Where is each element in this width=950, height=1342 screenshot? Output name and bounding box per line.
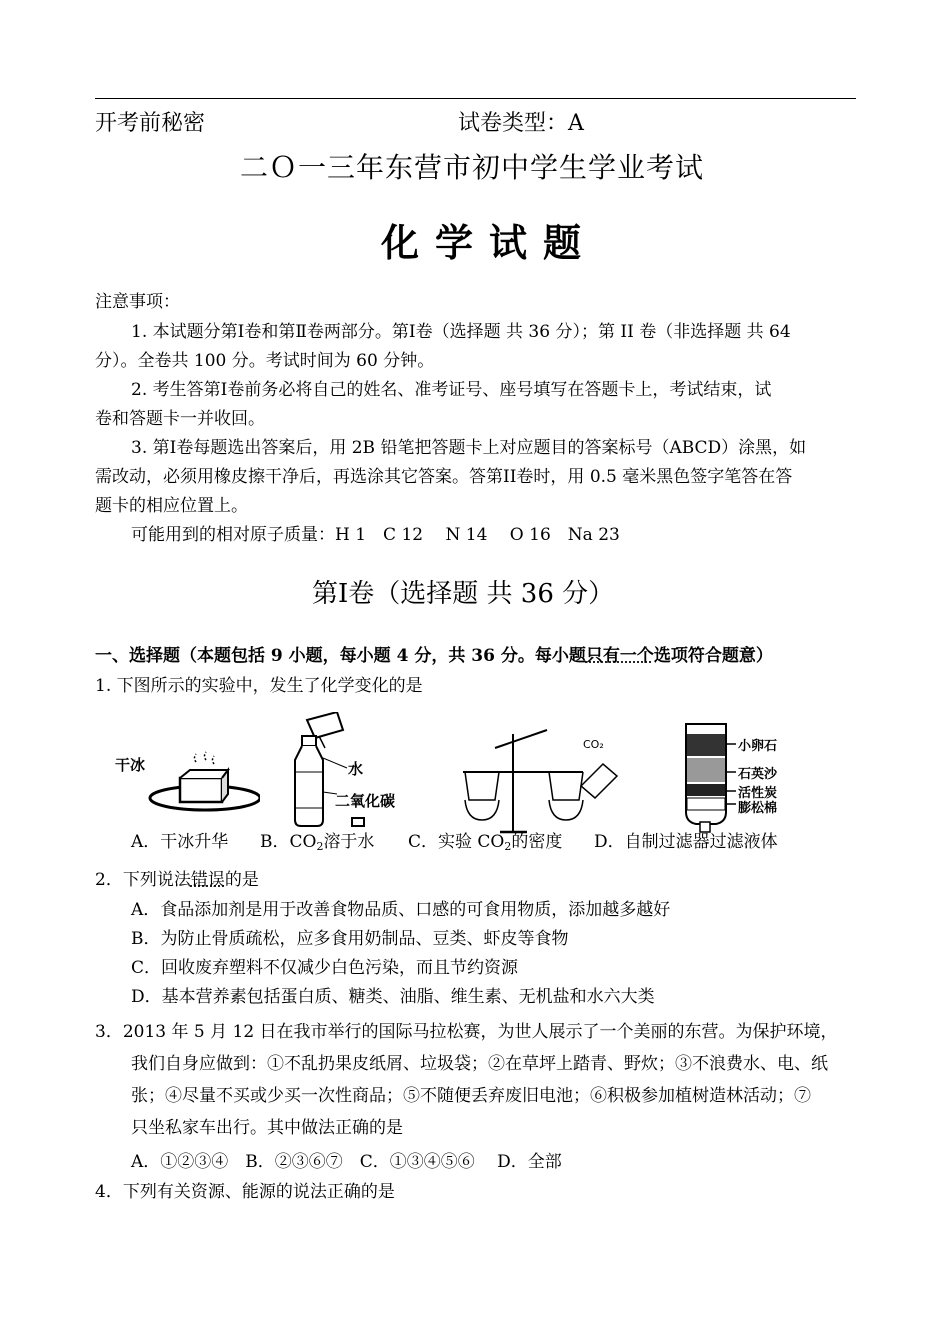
exam-title: 二Ｏ一三年东营市初中学生学业考试 bbox=[240, 151, 705, 184]
note-1a: 1. 本试题分第Ⅰ卷和第Ⅱ卷两部分。第I卷（选择题 共 36 分）；第 II 卷（非选择题 共 64 bbox=[131, 322, 791, 342]
header-rule bbox=[95, 98, 856, 99]
q1-option-c-sub: 2 bbox=[504, 840, 512, 853]
secret-label: 开考前秘密 bbox=[95, 111, 206, 136]
q2-stem-post: 的是 bbox=[224, 870, 259, 890]
figure-balance bbox=[455, 728, 625, 836]
note-3c: 题卡的相应位置上。 bbox=[95, 496, 248, 516]
paper-type-label: 试卷类型：A bbox=[458, 111, 584, 136]
q3-line-4: 只坐私家车出行。其中做法正确的是 bbox=[131, 1118, 403, 1138]
q3-line-2: 我们自身应做到：①不乱扔果皮纸屑、垃圾袋；②在草坪上踏青、野炊；③不浪费水、电、纸 bbox=[131, 1054, 828, 1074]
figure-filter bbox=[672, 718, 812, 838]
note-1b: 分）。全卷共 100 分。考试时间为 60 分钟。 bbox=[95, 351, 435, 371]
label-cotton: 膨松棉 bbox=[738, 801, 778, 816]
q1-option-a[interactable]: A．干冰升华 bbox=[131, 832, 229, 852]
q2-option-a[interactable]: A．食品添加剂是用于改善食物品质、口感的可食用物质，添加越多越好 bbox=[131, 900, 671, 920]
label-quartz-sand: 石英沙 bbox=[738, 767, 778, 782]
note-3b: 需改动，必须用橡皮擦干净后，再选涂其它答案。答第II卷时，用 0.5 毫米黑色签字笔答在答 bbox=[95, 467, 793, 487]
q3-options[interactable]: A．①②③④ B．②③⑥⑦ C．①③④⑤⑥ D．全部 bbox=[131, 1152, 562, 1172]
notes-heading: 注意事项： bbox=[95, 292, 180, 312]
section-title: 第I卷（选择题 共 36 分） bbox=[312, 579, 615, 609]
q3-line-3: 张；④尽量不买或少买一次性商品；⑤不随便丢弃废旧电池；⑥积极参加植树造林活动；⑦ bbox=[131, 1086, 811, 1106]
q1-stem: 1. 下图所示的实验中，发生了化学变化的是 bbox=[95, 676, 423, 696]
q1-option-c[interactable] bbox=[408, 828, 562, 861]
q1-option-c-post: 的密度 bbox=[511, 832, 563, 852]
figure-bottle bbox=[285, 712, 405, 832]
note-2a: 2. 考生答第Ⅰ卷前务必将自己的姓名、准考证号、座号填写在答题卡上，考试结束，试 bbox=[131, 380, 772, 400]
q3-line-1: 3．2013 年 5 月 12 日在我市举行的国际马拉松赛，为世人展示了一个美丽的东营。为保护环境， bbox=[95, 1022, 838, 1042]
q1-option-b-post: 溶于水 bbox=[323, 832, 375, 852]
atomic-mass-line: 可能用到的相对原子质量：H 1 C 12 N 14 O 16 Na 23 bbox=[131, 525, 620, 545]
part1-intro bbox=[95, 642, 773, 671]
label-co2: 二氧化碳 bbox=[335, 792, 396, 810]
label-water: 水 bbox=[348, 760, 364, 778]
part1-intro-a: 一、选择题（本题包括 9 小题，每小题 4 分，共 36 分。每小题 bbox=[95, 646, 586, 666]
q2-option-b[interactable]: B．为防止骨质疏松，应多食用奶制品、豆类、虾皮等食物 bbox=[131, 929, 569, 949]
part1-intro-emphasis: 只有一个 bbox=[585, 646, 654, 666]
label-pebble: 小卵石 bbox=[738, 739, 778, 754]
label-dry-ice: 干冰 bbox=[115, 756, 146, 774]
label-active-carbon: 活性炭 bbox=[738, 786, 778, 801]
q1-option-b-sub: 2 bbox=[316, 840, 324, 853]
label-co2-small: CO₂ bbox=[583, 738, 604, 751]
q4-stem: 4．下列有关资源、能源的说法正确的是 bbox=[95, 1182, 395, 1202]
figure-dry-ice bbox=[110, 740, 260, 820]
q2-stem bbox=[95, 866, 259, 895]
q1-option-d[interactable]: D．自制过滤器过滤液体 bbox=[594, 832, 778, 852]
note-2b: 卷和答题卡一并收回。 bbox=[95, 409, 265, 429]
part1-intro-b: 选项符合题意） bbox=[653, 646, 773, 666]
bottle-drawing bbox=[285, 712, 405, 832]
q1-option-c-pre: C．实验 CO bbox=[408, 832, 505, 852]
q2-stem-pre: 2．下列说法 bbox=[95, 870, 191, 890]
dry-ice-drawing bbox=[110, 740, 260, 820]
q1-option-b-pre: B．CO bbox=[260, 832, 317, 852]
q2-option-c[interactable]: C．回收废弃塑料不仅减少白色污染，而且节约资源 bbox=[131, 958, 519, 978]
subject-title: 化学试题 bbox=[381, 220, 598, 265]
q1-option-b[interactable] bbox=[260, 828, 374, 861]
q2-stem-emphasis: 错误 bbox=[190, 870, 225, 890]
note-3a: 3. 第I卷每题选出答案后，用 2B 铅笔把答题卡上对应题目的答案标号（ABCD）涂黑，如 bbox=[131, 438, 807, 458]
q2-option-d[interactable]: D．基本营养素包括蛋白质、糖类、油脂、维生素、无机盐和水六大类 bbox=[131, 987, 655, 1007]
